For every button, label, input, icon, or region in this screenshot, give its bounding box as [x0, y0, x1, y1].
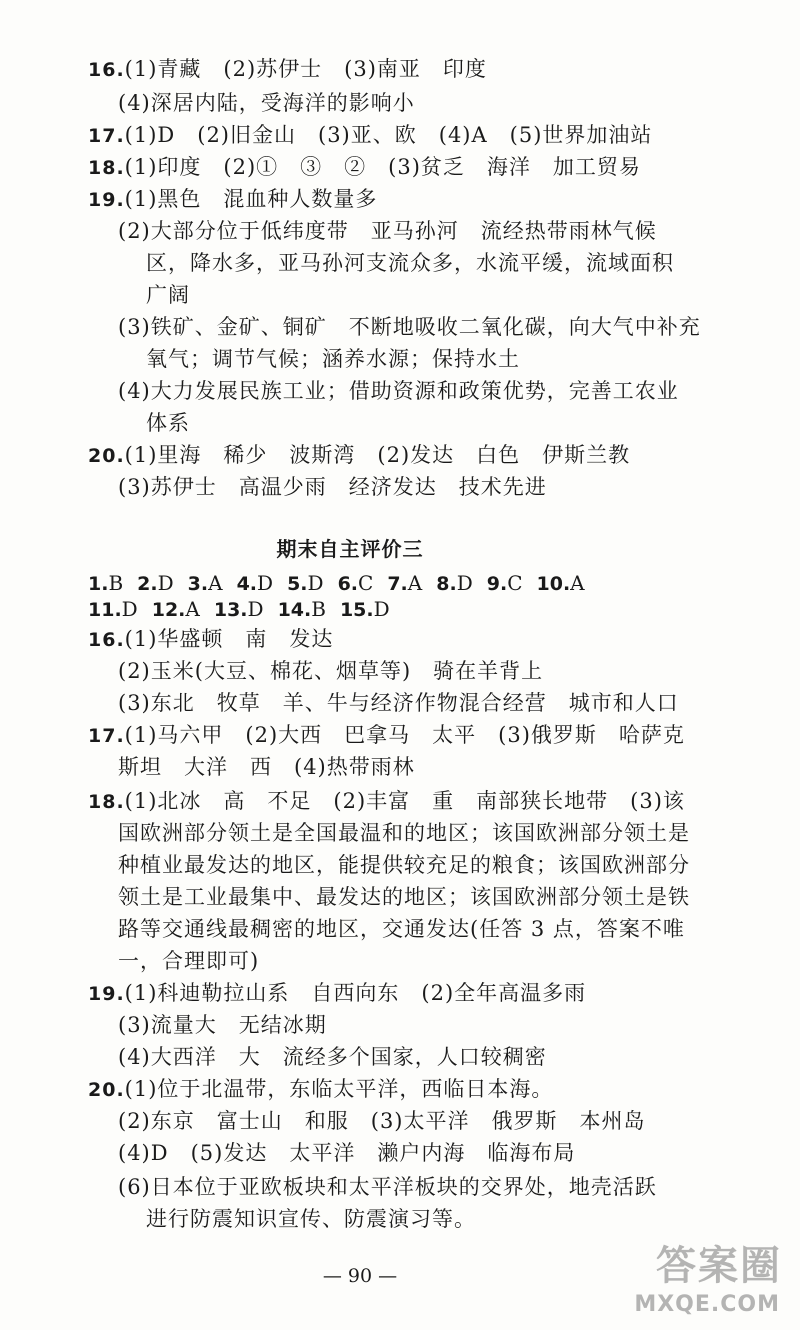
answer-line [118, 946, 259, 976]
mcq-number: 11. [88, 599, 122, 621]
watermark-url: MXQE.COM [634, 1292, 780, 1317]
mcq-answer [214, 597, 264, 621]
answer-line [88, 184, 377, 215]
answer-line [146, 408, 190, 438]
question-number: 20. [88, 445, 125, 467]
mcq-choice: D [456, 571, 473, 595]
mcq-answer [237, 571, 274, 595]
answer-line [118, 1042, 547, 1072]
question-number: 20. [88, 1079, 125, 1101]
question-number: 18. [88, 157, 125, 179]
mcq-number: 15. [339, 599, 374, 621]
answer-text: 路等交通线最稠密的地区，交通发达(任答 3 点，答案不唯 [118, 917, 685, 941]
mcq-choice: A [185, 597, 200, 621]
answer-text: (3)流量大 无结冰期 [118, 1013, 327, 1037]
question-number: 16. [88, 629, 125, 651]
answer-line [146, 1204, 476, 1234]
mcq-answer [88, 571, 123, 595]
mcq-number: 8. [436, 573, 457, 595]
answer-text: (1)黑色 混血种人数量多 [124, 187, 378, 211]
answer-line [118, 850, 690, 880]
answer-text: (1)印度 (2)① ③ ② (3)贫乏 海洋 加工贸易 [124, 155, 641, 179]
answer-text: (4)深居内陆，受海洋的影响小 [118, 91, 415, 115]
answer-text: (1)位于北温带，东临太平洋，西临日本海。 [124, 1077, 554, 1101]
answer-line [88, 440, 630, 471]
answer-text: 斯坦 大洋 西 (4)热带雨林 [118, 755, 415, 779]
mcq-number: 1. [88, 573, 109, 595]
answer-line [88, 720, 685, 751]
watermark [592, 1240, 782, 1322]
answer-line [118, 216, 657, 246]
answer-line [118, 472, 547, 502]
mcq-answer [387, 571, 422, 595]
mcq-number: 4. [236, 573, 258, 595]
answer-text: (4)D (5)发达 太平洋 濑户内海 临海布局 [118, 1141, 576, 1165]
mcq-choice: D [157, 571, 174, 595]
answer-line [118, 312, 701, 342]
mcq-answer [278, 597, 326, 621]
mcq-choice: A [407, 571, 423, 595]
section-heading: 期末自主评价三 [276, 537, 424, 561]
mcq-choice: C [507, 571, 523, 595]
mcq-choice: C [358, 571, 374, 595]
answer-text: 一，合理即可) [118, 949, 260, 973]
mcq-choice: B [108, 571, 124, 595]
mcq-number: 6. [337, 573, 359, 595]
mcq-choice: A [208, 571, 223, 595]
mcq-number: 7. [387, 573, 408, 595]
answer-text: (3)苏伊士 高温少雨 经济发达 技术先进 [118, 475, 547, 499]
mcq-answer [487, 571, 523, 595]
mcq-number: 9. [486, 573, 508, 595]
answer-text: (2)东京 富士山 和服 (3)太平洋 俄罗斯 本州岛 [118, 1109, 646, 1133]
mcq-number: 14. [277, 599, 312, 621]
answer-line [146, 280, 190, 310]
answer-line [118, 818, 690, 848]
mcq-choice: D [257, 571, 274, 595]
answer-line [88, 624, 333, 655]
answer-text: (1)马六甲 (2)大西 巴拿马 太平 (3)俄罗斯 哈萨克 [124, 723, 685, 747]
answer-line [118, 1172, 657, 1202]
mcq-number: 3. [187, 573, 209, 595]
answer-line [88, 152, 641, 183]
answer-text: (3)铁矿、金矿、铜矿 不断地吸收二氧化碳，向大气中补充 [118, 315, 701, 339]
question-number: 18. [88, 791, 125, 813]
answer-text: (4)大西洋 大 流经多个国家，人口较稠密 [118, 1045, 547, 1069]
question-number: 17. [88, 125, 125, 147]
question-number: 16. [88, 59, 125, 81]
question-number: 19. [88, 983, 125, 1005]
mcq-number: 2. [137, 573, 158, 595]
answer-text: 领土是工业最集中、最发达的地区；该国欧洲部分领土是铁 [118, 885, 690, 909]
mcq-answer [137, 571, 174, 595]
answer-line [118, 88, 415, 118]
answer-line [118, 914, 685, 944]
answer-line [118, 1010, 327, 1040]
mcq-choice: D [373, 597, 390, 621]
answer-text: (2)玉米(大豆、棉花、烟草等) 骑在羊背上 [118, 659, 544, 683]
question-number: 19. [88, 189, 125, 211]
answer-line [118, 1138, 575, 1168]
mcq-answer [152, 597, 200, 621]
answer-line [88, 1074, 553, 1105]
mcq-choice: D [307, 571, 324, 595]
mcq-row-2 [88, 594, 404, 625]
answer-line [88, 978, 586, 1009]
answer-text: 广阔 [146, 283, 190, 307]
answer-text: (1)青藏 (2)苏伊士 (3)南亚 印度 [124, 57, 487, 81]
mcq-choice: B [311, 597, 326, 621]
mcq-choice: D [247, 597, 264, 621]
mcq-number: 5. [287, 573, 308, 595]
mcq-answer [287, 571, 324, 595]
mcq-answer [338, 571, 374, 595]
mcq-number: 10. [536, 573, 571, 595]
mcq-answer [436, 571, 473, 595]
answer-text: 种植业最发达的地区，能提供较充足的粮食；该国欧洲部分 [118, 853, 690, 877]
answer-line [88, 54, 487, 85]
mcq-choice: D [121, 597, 138, 621]
answer-text: (2)大部分位于低纬度带 亚马孙河 流经热带雨林气候 [118, 219, 657, 243]
mcq-answer [188, 571, 223, 595]
answer-text: (3)东北 牧草 羊、牛与经济作物混合经营 城市和人口 [118, 691, 679, 715]
watermark-logo: 答案圈 [656, 1243, 782, 1289]
answer-line [118, 376, 679, 406]
mcq-answer [340, 597, 390, 621]
mcq-answer [88, 597, 138, 621]
answer-line [118, 752, 415, 782]
answer-line [118, 688, 679, 718]
answer-text: 氧气；调节气候；涵养水源；保持水土 [146, 347, 520, 371]
answer-line [88, 786, 685, 817]
answer-text: (1)里海 稀少 波斯湾 (2)发达 白色 伊斯兰教 [124, 443, 631, 467]
answer-line [146, 248, 674, 278]
answer-line [118, 882, 690, 912]
answer-text: (1)D (2)旧金山 (3)亚、欧 (4)A (5)世界加油站 [124, 123, 653, 147]
answer-text: 体系 [146, 411, 190, 435]
answer-text: (4)大力发展民族工业；借助资源和政策优势，完善工农业 [118, 379, 679, 403]
mcq-number: 12. [151, 599, 186, 621]
answer-line [146, 344, 520, 374]
mcq-number: 13. [213, 599, 248, 621]
answer-text: (1)华盛顿 南 发达 [124, 627, 334, 651]
answer-text: (6)日本位于亚欧板块和太平洋板块的交界处，地壳活跃 [118, 1175, 657, 1199]
mcq-answer [537, 571, 585, 595]
page-number: — 90 — [322, 1265, 398, 1287]
answer-text: 进行防震知识宣传、防震演习等。 [146, 1207, 476, 1231]
answer-line [88, 120, 652, 151]
mcq-choice: A [570, 571, 585, 595]
answer-text: (1)北冰 高 不足 (2)丰富 重 南部狭长地带 (3)该 [124, 789, 685, 813]
answer-text: 区，降水多，亚马孙河支流众多，水流平缓，流域面积 [146, 251, 674, 275]
answer-text: (1)科迪勒拉山系 自西向东 (2)全年高温多雨 [124, 981, 587, 1005]
question-number: 17. [88, 725, 125, 747]
answer-line [118, 1106, 646, 1136]
answer-text: 国欧洲部分领土是全国最温和的地区；该国欧洲部分领土是 [118, 821, 690, 845]
answer-line [118, 656, 543, 686]
